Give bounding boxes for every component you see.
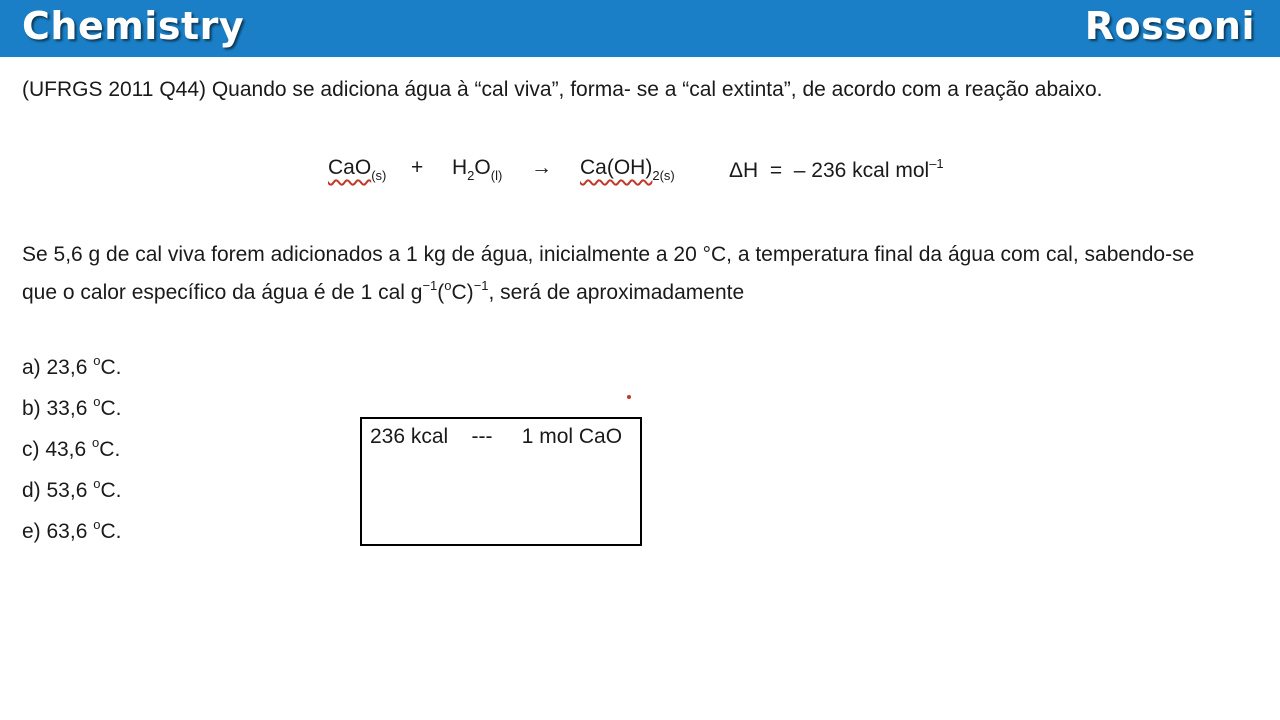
option-c-unit: C. — [99, 438, 121, 461]
para-text-b: ( — [437, 281, 445, 304]
equation-h: H — [452, 156, 468, 179]
equation-o: O — [474, 156, 491, 179]
option-e-degree: o — [93, 517, 101, 532]
option-d-label: d) 53,6 — [22, 479, 94, 502]
equation-caoh-state: 2(s) — [652, 168, 675, 183]
option-a-unit: C. — [100, 356, 122, 379]
option-a[interactable] — [22, 353, 121, 380]
equation-cao: CaO — [328, 156, 372, 179]
enthalpy-exponent: –1 — [929, 156, 944, 171]
option-e-unit: C. — [100, 520, 122, 543]
equation-h2o-state: (l) — [490, 168, 503, 183]
option-a-label: a) 23,6 — [22, 356, 94, 379]
option-c-label: c) 43,6 — [22, 438, 93, 461]
option-c-degree: o — [92, 435, 100, 450]
equation-plus: + — [411, 156, 424, 179]
annotation-dot — [627, 395, 631, 399]
option-c[interactable] — [22, 435, 120, 462]
header-left-title: Chemistry — [22, 4, 245, 48]
option-b-unit: C. — [100, 397, 122, 420]
para-text-a: que o calor específico da água é de 1 cal g — [22, 281, 423, 304]
option-b-label: b) 33,6 — [22, 397, 94, 420]
equation-caoh: Ca(OH) — [580, 156, 653, 179]
question-paragraph-line-1: Se 5,6 g de cal viva forem adicionados a 1 kg de água, inicialmente a 20 °C, a temperatura final da água com cal, sabendo-se — [22, 243, 1195, 266]
option-b-degree: o — [93, 394, 101, 409]
equation-product — [580, 156, 675, 183]
equation-reactant-2 — [452, 156, 502, 183]
option-e-label: e) 63,6 — [22, 520, 94, 543]
header-bar — [0, 0, 1280, 57]
header-right-title: Rossoni — [1084, 4, 1255, 48]
option-d[interactable] — [22, 476, 121, 503]
para-text-c: C) — [451, 281, 474, 304]
enthalpy-value: ΔH = – 236 kcal mol — [729, 159, 930, 182]
option-d-degree: o — [93, 476, 101, 491]
equation-enthalpy — [729, 156, 944, 183]
equation-h-sub: 2 — [467, 168, 475, 183]
para-text-d: , será de aproximadamente — [488, 281, 745, 304]
question-intro: (UFRGS 2011 Q44) Quando se adiciona água à “cal viva”, forma- se a “cal extinta”, de acordo com a reação abaixo. — [22, 78, 1103, 101]
equation-arrow: → — [531, 156, 552, 179]
option-a-degree: o — [93, 353, 101, 368]
work-box-text: 236 kcal --- 1 mol CaO — [370, 425, 623, 448]
option-b[interactable] — [22, 394, 121, 421]
question-paragraph-line-2 — [22, 270, 744, 308]
para-sup-1: −1 — [422, 278, 438, 293]
equation-cao-state: (s) — [371, 168, 387, 183]
equation-reactant-1 — [328, 156, 386, 183]
option-d-unit: C. — [100, 479, 122, 502]
para-sup-2: o — [444, 278, 452, 293]
option-e[interactable] — [22, 517, 121, 544]
para-sup-3: −1 — [473, 278, 489, 293]
